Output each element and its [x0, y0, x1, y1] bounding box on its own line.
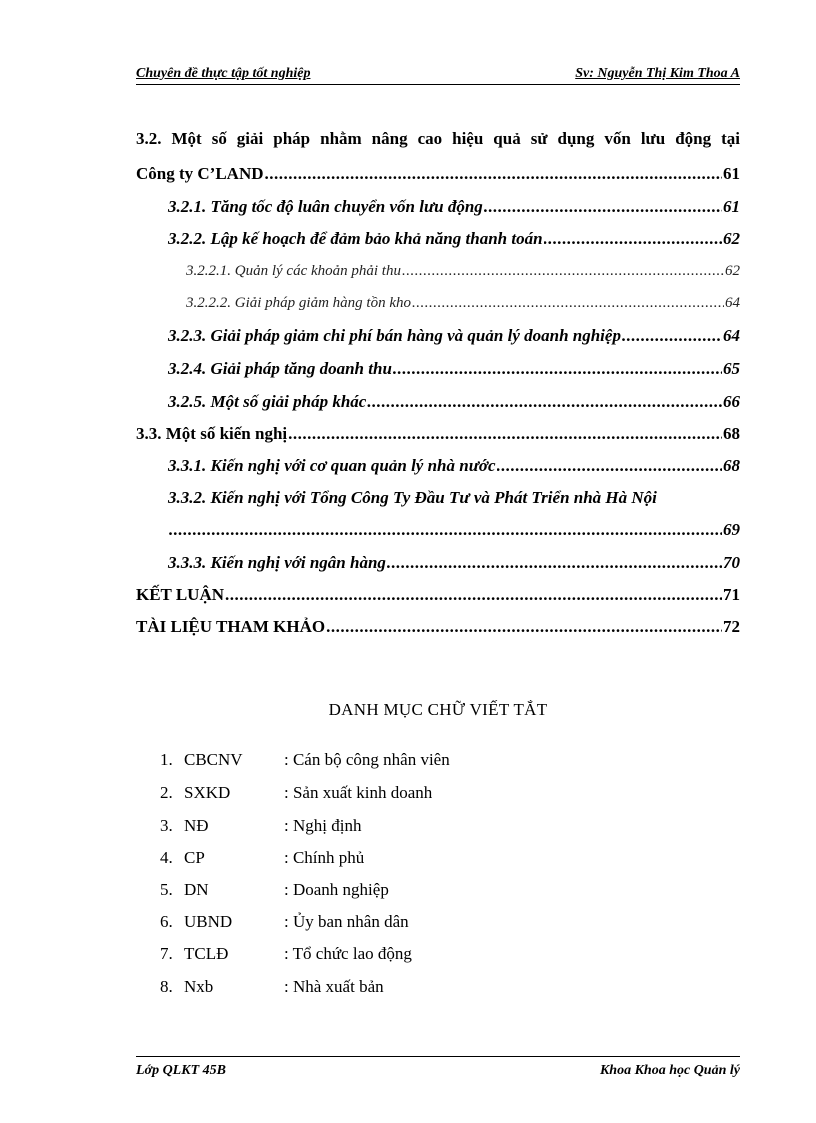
toc-label: 3.3.3. Kiến nghị với ngân hàng [168, 553, 386, 572]
abbr-description: : Sản xuất kinh doanh [284, 783, 433, 802]
abbr-code: NĐ [184, 816, 209, 835]
toc-page-number: 71 [723, 585, 740, 604]
toc-entry-references[interactable] [136, 617, 740, 641]
toc-entry-3-2-2-1[interactable] [186, 263, 740, 287]
toc-entry-3-3-2-line1[interactable] [168, 488, 740, 512]
abbreviations-title: DANH MỤC CHỮ VIẾT TẮT [328, 700, 548, 719]
toc-entry-3-3[interactable] [136, 424, 740, 448]
abbr-description: : Chính phủ [284, 848, 365, 867]
toc-page-number: 69 [723, 520, 740, 539]
toc-entry-3-2-4[interactable] [168, 359, 740, 383]
toc-leader-dots [367, 392, 722, 412]
footer-class: Lớp QLKT 45B [136, 1063, 226, 1078]
toc-page-number: 65 [723, 359, 740, 378]
toc-leader-dots [402, 263, 724, 280]
toc-label: 3.3.1. Kiến nghị với cơ quan quản lý nhà nước [168, 456, 496, 475]
abbr-description: : Doanh nghiệp [284, 880, 389, 899]
toc-label: 3.3. Một số kiến nghị [136, 424, 288, 443]
abbr-number: 2. [160, 783, 173, 802]
toc-leader-dots [169, 520, 722, 540]
abbr-number: 8. [160, 977, 173, 996]
toc-entry-3-3-2-line2[interactable] [168, 520, 740, 544]
toc-entry-3-3-1[interactable] [168, 456, 740, 480]
toc-leader-dots [225, 585, 722, 605]
toc-leader-dots [497, 456, 722, 476]
abbr-number: 6. [160, 912, 173, 931]
toc-leader-dots [288, 424, 722, 444]
toc-leader-dots [393, 359, 722, 379]
abbr-code: UBND [184, 912, 233, 931]
abbr-code: TCLĐ [184, 944, 229, 963]
toc-leader-dots [544, 229, 722, 249]
toc-label: 3.2.5. Một số giải pháp khác [168, 392, 367, 411]
toc-leader-dots [622, 326, 722, 346]
toc-entry-3-2-3[interactable] [168, 326, 740, 350]
toc-page-number: 62 [725, 263, 740, 279]
abbr-code: SXKD [184, 783, 231, 802]
toc-page-number: 70 [723, 553, 740, 572]
toc-label: 3.2.2.1. Quản lý các khoản phải thu [186, 263, 401, 279]
page-footer [136, 1056, 740, 1079]
abbr-description: : Ủy ban nhân dân [284, 912, 409, 931]
toc-label: 3.3.2. Kiến nghị với Tổng Công Ty Đầu Tư và Phát Triển nhà Hà Nội [168, 488, 657, 507]
abbr-number: 5. [160, 880, 173, 899]
toc-page-number: 72 [723, 617, 740, 636]
toc-label: TÀI LIỆU THAM KHẢO [136, 617, 326, 636]
toc-entry-conclusion[interactable] [136, 585, 740, 609]
toc-entry-3-2-1[interactable] [168, 197, 740, 221]
abbr-description: : Tổ chức lao động [284, 944, 412, 963]
page-header [136, 64, 740, 85]
toc-page-number: 64 [723, 326, 740, 345]
abbr-number: 4. [160, 848, 173, 867]
abbr-description: : Cán bộ công nhân viên [284, 750, 450, 769]
toc-leader-dots [412, 295, 724, 312]
abbr-code: Nxb [184, 977, 214, 996]
abbr-number: 7. [160, 944, 173, 963]
toc-leader-dots [484, 197, 722, 217]
toc-label: 3.2.4. Giải pháp tăng doanh thu [168, 359, 392, 378]
toc-page-number: 68 [723, 456, 740, 475]
toc-label: 3.2.2. Lập kế hoạch để đảm bảo khả năng thanh toán [168, 229, 543, 248]
header-course-title: Chuyên đề thực tập tốt nghiệp [136, 66, 311, 81]
toc-label: 3.2.3. Giải pháp giảm chi phí bán hàng và quản lý doanh nghiệp [168, 326, 621, 345]
header-student-name: Sv: Nguyễn Thị Kim Thoa A [575, 66, 740, 81]
abbr-number: 3. [160, 816, 173, 835]
toc-page-number: 62 [723, 229, 740, 248]
toc-page-number: 61 [723, 164, 740, 183]
toc-page-number: 68 [723, 424, 740, 443]
toc-page-number: 61 [723, 197, 740, 216]
abbr-description: : Nhà xuất bản [284, 977, 384, 996]
abbr-code: CBCNV [184, 750, 243, 769]
toc-label: Công ty C’LAND [136, 164, 264, 183]
toc-leader-dots [265, 164, 723, 184]
toc-label: KẾT LUẬN [136, 585, 225, 604]
abbr-description: : Nghị định [284, 816, 362, 835]
toc-label: 3.2.2.2. Giải pháp giảm hàng tồn kho [186, 295, 411, 311]
toc-page-number: 64 [725, 295, 740, 311]
toc-label: 3.2.1. Tăng tốc độ luân chuyển vốn lưu động [168, 197, 483, 216]
abbr-code: CP [184, 848, 205, 867]
abbr-code: DN [184, 880, 209, 899]
toc-leader-dots [326, 617, 722, 637]
footer-faculty: Khoa Khoa học Quản lý [599, 1063, 740, 1078]
toc-entry-3-2-2-2[interactable] [186, 295, 740, 319]
toc-entry-3-2-line2[interactable] [136, 164, 740, 188]
toc-leader-dots [387, 553, 722, 573]
toc-entry-3-2-2[interactable] [168, 229, 740, 253]
toc-entry-3-3-3[interactable] [168, 553, 740, 577]
abbr-number: 1. [160, 750, 173, 769]
toc-entry-3-2-line1: 3.2. Một số giải pháp nhằm nâng cao hiệu quả sử dụng vốn lưu động tại [136, 129, 740, 148]
toc-page-number: 66 [723, 392, 740, 411]
toc-entry-3-2-5[interactable] [168, 392, 740, 416]
